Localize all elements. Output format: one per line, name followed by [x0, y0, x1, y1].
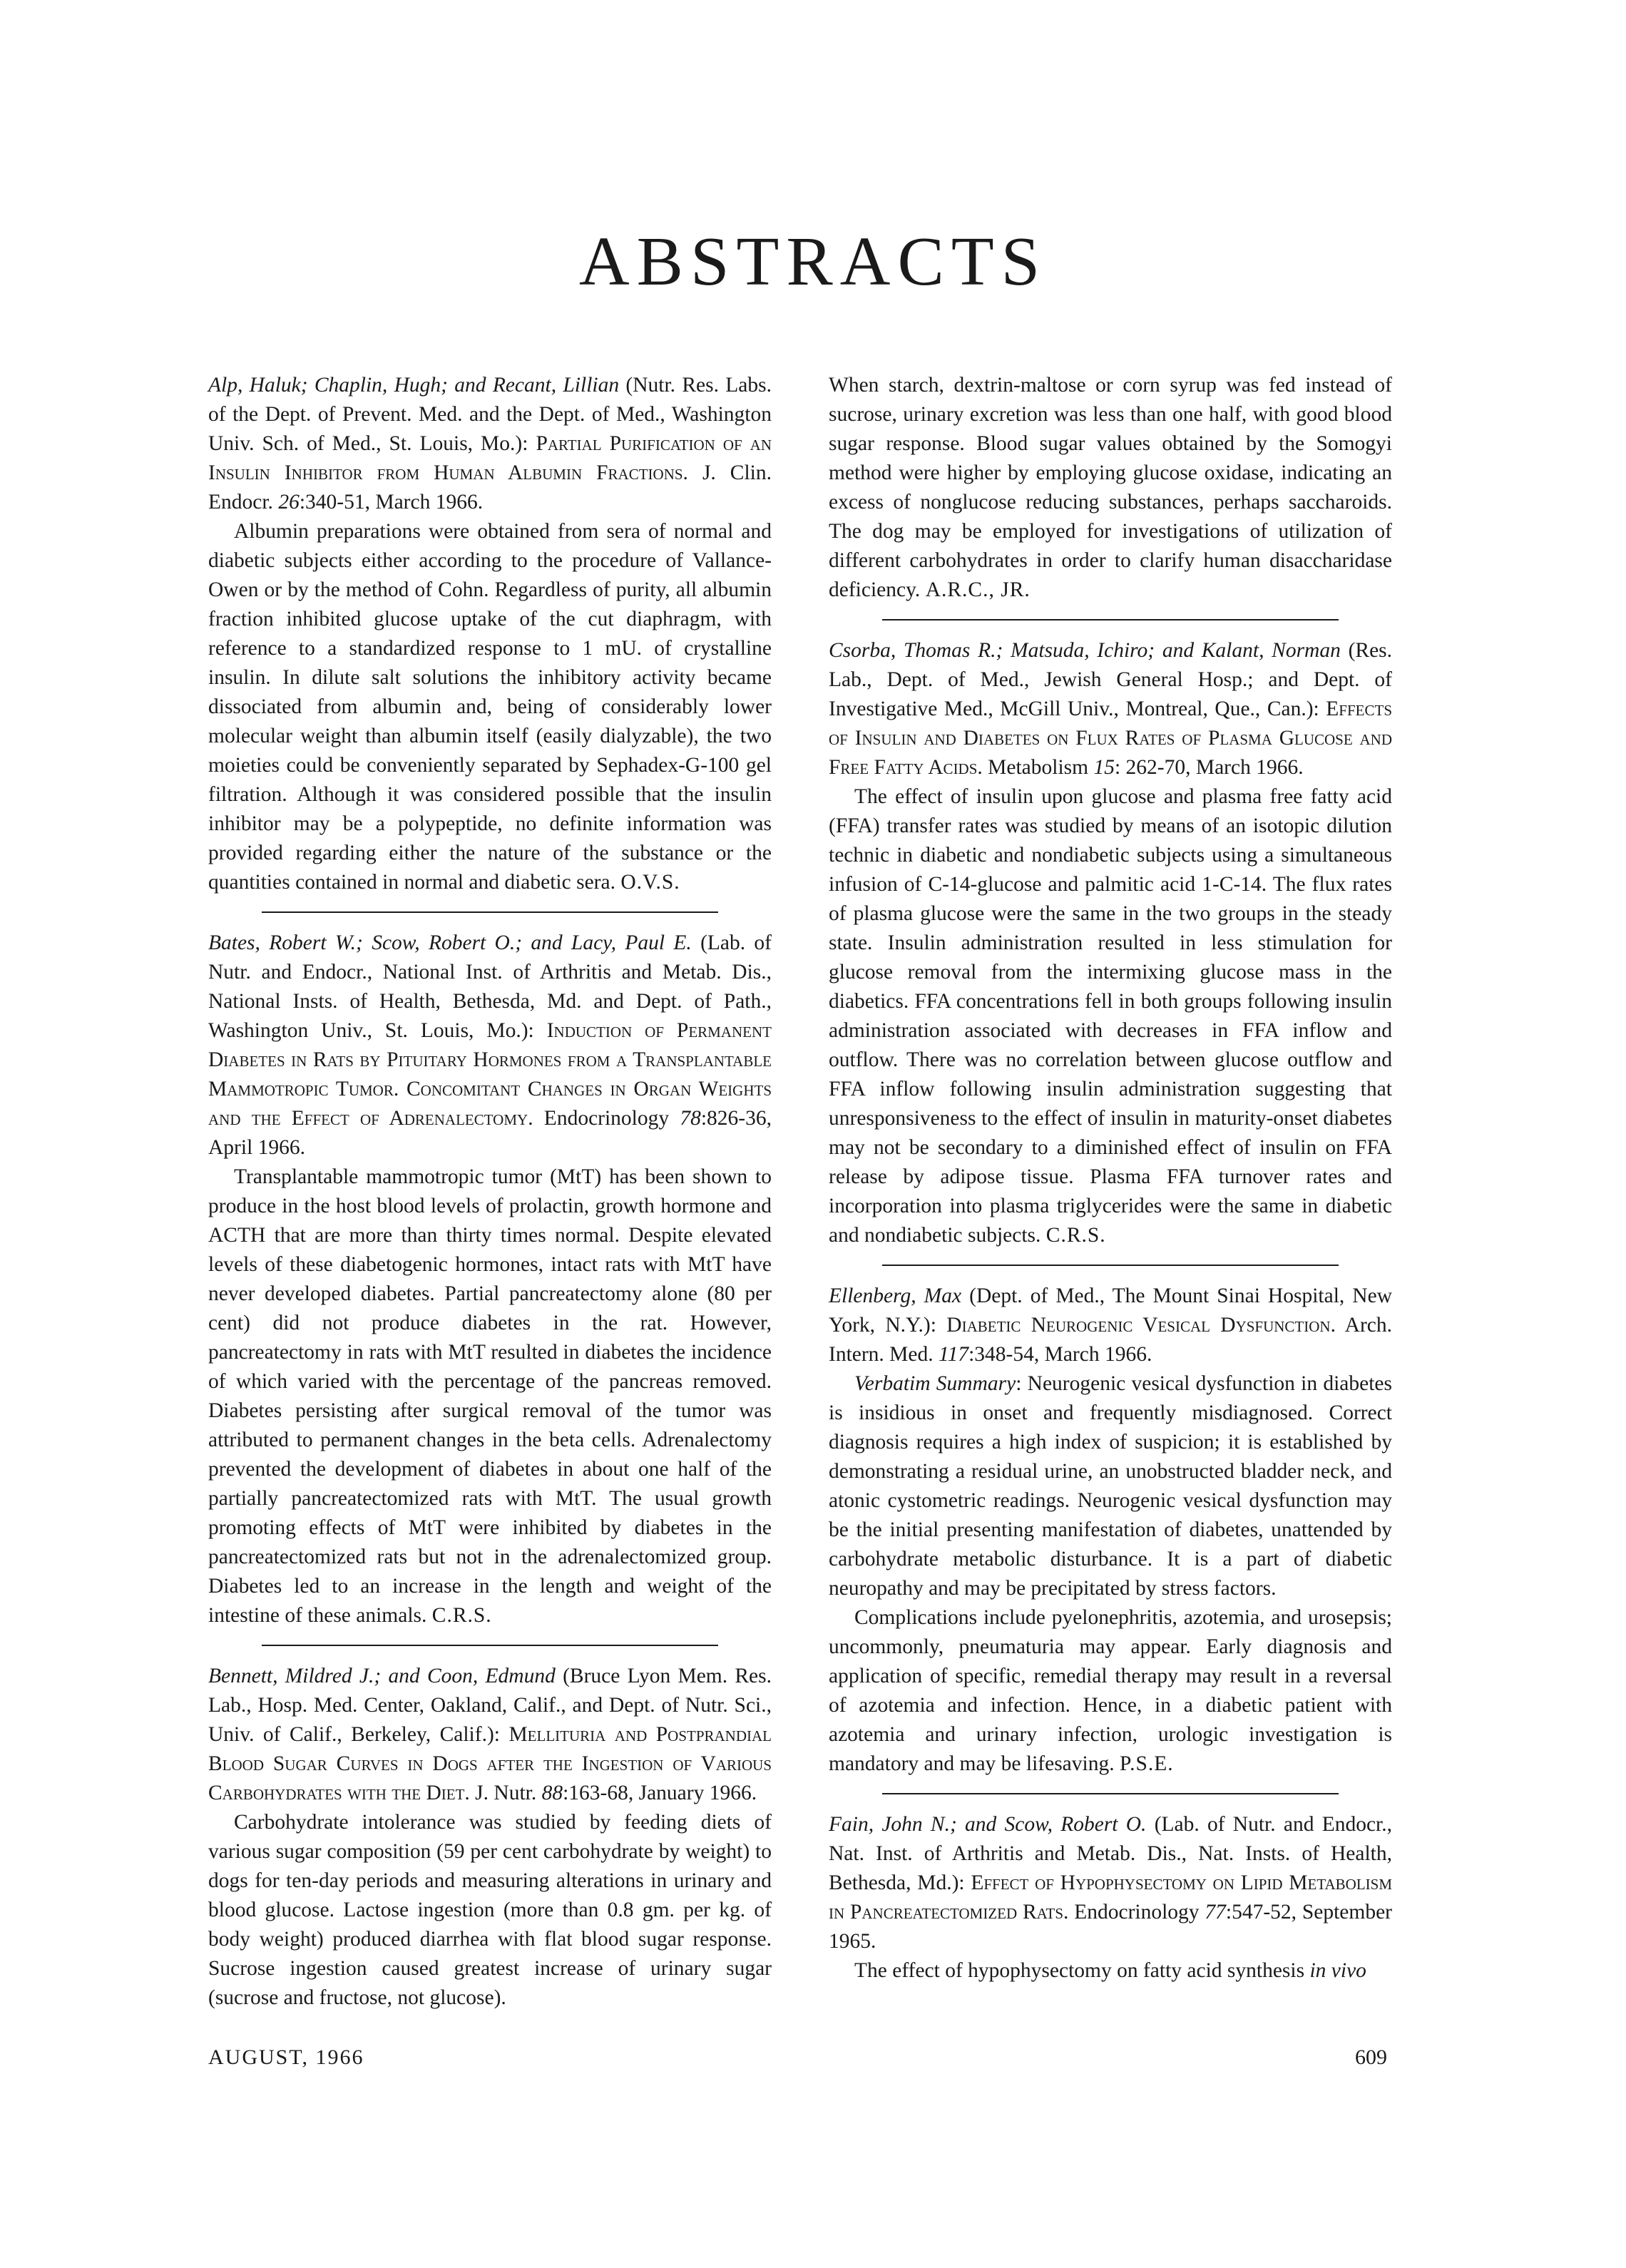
citation-affiliation: (Lab. of Nutr. and Endocr., Nat. Inst. of Arthritis and Metab. Dis., Nat. Insts. of Health, Bethesda, Md.):	[829, 1813, 1393, 1894]
abstract-citation	[829, 1282, 1392, 1369]
abstractor-initials: C.R.S.	[1045, 1224, 1106, 1247]
citation-pages: :826-36, April 1966.	[208, 1107, 772, 1159]
citation-authors: Bennett, Mildred J.; and Coon, Edmund	[208, 1665, 556, 1687]
abstract-text: Transplantable mammotropic tumor (MtT) has been shown to produce in the host blood levels of prolactin, growth hormone and ACTH that are more than thirty times normal. Despite elevated levels of these diabetogenic hormones, intact rats with MtT have never developed diabetes. Partial pancreatectomy alone (80 per cent) did not produce diabetes in the rat. However, pancreatectomy in rats with MtT resulted in diabetes the incidence of which varied with the percentage of the pancreas removed. Diabetes persisting after surgical removal of the tumor was attributed to permanent changes in the beta cells. Adrenalectomy prevented the development of diabetes in about one half of the partially pancreatectomized rats with MtT. The usual growth promoting effects of MtT were inhibited by diabetes in the pancreatectomized rats but not in the adrenalectomized group. Diabetes led to an increase in the length and weight of the intestine of these animals.	[208, 1165, 772, 1627]
right-column	[829, 371, 1392, 1986]
citation-authors: Fain, John N.; and Scow, Robert O.	[829, 1813, 1147, 1836]
abstract-text: The effect of hypophysectomy on fatty acid synthesis	[854, 1959, 1305, 1982]
abstract-body	[208, 1163, 772, 1630]
citation-pages: :547-52, September 1965.	[829, 1901, 1393, 1953]
abstract-body	[208, 517, 772, 897]
citation-title: Partial Purification of an Insulin Inhibitor from Human Albumin Fractions.	[208, 432, 772, 484]
abstractor-initials: A.R.C., JR.	[925, 578, 1031, 601]
abstract-text: Albumin preparations were obtained from sera of normal and diabetic subjects either according to the procedure of Vallance-Owen or by the method of Cohn. Regardless of purity, all albumin fraction inhibited glucose uptake of the cut diaphragm, with reference to a standardized response to 1 mU. of crystalline insulin. In dilute salt solutions the inhibitory activity became dissociated from albumin and, being of considerably lower molecular weight than albumin itself (easily dialyzable), the two moieties could be conveniently separated by Sephadex-G-100 gel filtration. Although it was considered possible that the insulin inhibitor may be a polypeptide, no definite information was provided regarding either the nature of the substance or the quantities contained in normal and diabetic sera.	[208, 520, 772, 894]
abstract-text: When starch, dextrin-maltose or corn syrup was fed instead of sucrose, urinary excretion was less than one half, with good blood sugar response. Blood sugar values obtained by the Somogyi method were higher by employing glucose oxidase, indicating an excess of nonglucose reducing substances, perhaps saccharoids. The dog may be employed for investigations of utilization of different carbohydrates in order to clarify human disaccharidase deficiency.	[829, 374, 1392, 601]
citation-journal: J. Nutr.	[475, 1782, 537, 1804]
citation-journal: Arch. Intern. Med.	[829, 1314, 1393, 1366]
citation-affiliation: (Dept. of Med., The Mount Sinai Hospital, New York, N.Y.):	[829, 1284, 1393, 1337]
citation-pages: :163-68, January 1966.	[563, 1782, 757, 1804]
abstract-body	[829, 1369, 1392, 1603]
abstract-body-continued	[829, 371, 1392, 605]
citation-volume: 88	[541, 1782, 563, 1804]
citation-authors: Csorba, Thomas R.; Matsuda, Ichiro; and Kalant, Norman	[829, 639, 1341, 662]
citation-authors: Ellenberg, Max	[829, 1284, 962, 1307]
abstract-citation	[208, 929, 772, 1163]
citation-authors: Alp, Haluk; Chaplin, Hugh; and Recant, Lillian	[208, 374, 620, 397]
section-divider	[262, 911, 718, 913]
abstract-citation	[208, 371, 772, 517]
section-divider	[882, 1793, 1339, 1794]
citation-journal: J. Clin. Endocr.	[208, 461, 772, 514]
citation-volume: 78	[680, 1107, 701, 1130]
citation-affiliation: (Res. Lab., Dept. of Med., Jewish General Hosp.; and Dept. of Investigative Med., McGill Univ., Montreal, Que., Can.):	[829, 639, 1393, 720]
citation-journal: Metabolism	[988, 756, 1089, 779]
abstract-body	[829, 1956, 1392, 1986]
verbatim-summary-label: Verbatim Summary	[854, 1372, 1016, 1395]
section-divider	[262, 1645, 718, 1646]
citation-pages: : 262-70, March 1966.	[1114, 756, 1304, 779]
citation-volume: 26	[278, 491, 300, 514]
emphasis-text: in vivo	[1309, 1959, 1366, 1982]
citation-volume: 15	[1093, 756, 1115, 779]
abstract-text: : Neurogenic vesical dysfunction in diabetes is insidious in onset and frequently misdiagnosed. Correct diagnosis requires a high index of suspicion; it is established by demonstrating a residual urine, an unobstructed bladder neck, and atonic cystometric readings. Neurogenic vesical dysfunction may be the initial presenting manifestation of diabetes, unattended by carbohydrate metabolic disturbance. It is a part of diabetic neuropathy and may be precipitated by stress factors.	[829, 1372, 1393, 1600]
citation-title: Effect of Hypophysectomy on Lipid Metabolism in Pancreatectomized Rats.	[829, 1871, 1392, 1924]
page-number: 609	[1355, 2045, 1387, 2069]
abstract-citation	[829, 636, 1392, 782]
citation-journal: Endocrinology	[543, 1107, 670, 1130]
left-column	[208, 371, 772, 2013]
citation-affiliation: (Lab. of Nutr. and Endocr., National Inst. of Arthritis and Metab. Dis., National Insts. of Health, Bethesda, Md. and Dept. of Path., Washington Univ., St. Louis, Mo.):	[208, 931, 772, 1042]
abstract-citation	[208, 1662, 772, 1808]
citation-journal: Endocrinology	[1074, 1901, 1200, 1924]
citation-affiliation: (Bruce Lyon Mem. Res. Lab., Hosp. Med. Center, Oakland, Calif., and Dept. of Nutr. Sci., Univ. of Calif., Berkeley, Calif.):	[208, 1665, 772, 1746]
abstract-text: Complications include pyelonephritis, azotemia, and urosepsis; uncommonly, pneumaturia may appear. Early diagnosis and application of specific, remedial therapy may result in a reversal of azotemia and infection. Hence, in a diabetic patient with azotemia and urinary infection, urologic investigation is mandatory and may be lifesaving.	[829, 1606, 1392, 1775]
citation-volume: 77	[1205, 1901, 1226, 1924]
citation-authors: Bates, Robert W.; Scow, Robert O.; and Lacy, Paul E.	[208, 931, 692, 954]
abstract-body	[829, 1603, 1392, 1779]
abstract-text: Carbohydrate intolerance was studied by feeding diets of various sugar composition (59 per cent carbohydrate by weight) to dogs for ten-day periods and measuring alterations in urinary and blood glucose. Lactose ingestion (more than 0.8 gm. per kg. of body weight) produced diarrhea with flat blood sugar response. Sucrose ingestion caused greatest increase of urinary sugar (sucrose and fructose, not glucose).	[208, 1811, 772, 2009]
citation-title: Diabetic Neurogenic Vesical Dysfunction.	[946, 1314, 1336, 1337]
abstract-citation	[829, 1810, 1392, 1956]
abstractor-initials: C.R.S.	[431, 1604, 492, 1627]
page-title: ABSTRACTS	[578, 223, 1048, 300]
citation-volume: 117	[939, 1343, 969, 1366]
section-divider	[882, 1265, 1339, 1266]
abstractor-initials: P.S.E.	[1119, 1752, 1174, 1775]
abstract-text: The effect of insulin upon glucose and plasma free fatty acid (FFA) transfer rates was studied by means of an isotopic dilution technic in diabetic and nondiabetic subjects using a simultaneous infusion of C-14-glucose and palmitic acid 1-C-14. The flux rates of plasma glucose were the same in the two groups in the steady state. Insulin administration resulted in less stimulation for glucose removal from the intermixing glucose mass in the diabetics. FFA concentrations fell in both groups following insulin administration associated with decreases in FFA inflow and outflow. There was no correlation between glucose outflow and FFA inflow following insulin administration suggesting that unresponsiveness to the effect of insulin in maturity-onset diabetes may not be secondary to a diminished effect of insulin on FFA release by adipose tissue. Plasma FFA turnover rates and incorporation into plasma triglycerides were the same in diabetic and nondiabetic subjects.	[829, 785, 1392, 1247]
abstract-body	[208, 1808, 772, 2013]
citation-pages: :340-51, March 1966.	[299, 491, 484, 514]
footer-date: AUGUST, 1966	[208, 2045, 364, 2069]
citation-title: Induction of Permanent Diabetes in Rats by Pituitary Hormones from a Transplantable Mammotropic Tumor. Concomitant Changes in Organ Weights and the Effect of Adrenalectomy.	[208, 1019, 772, 1130]
citation-pages: :348-54, March 1966.	[968, 1343, 1152, 1366]
section-divider	[882, 619, 1339, 620]
citation-title: Effects of Insulin and Diabetes on Flux Rates of Plasma Glucose and Free Fatty Acids.	[829, 698, 1393, 779]
citation-title: Mellituria and Postprandial Blood Sugar Curves in Dogs after the Ingestion of Various Carbohydrates with the Diet.	[208, 1723, 772, 1804]
citation-affiliation: (Nutr. Res. Labs. of the Dept. of Prevent. Med. and the Dept. of Med., Washington Univ. Sch. of Med., St. Louis, Mo.):	[208, 374, 772, 455]
abstractor-initials: O.V.S.	[620, 871, 680, 894]
abstract-body	[829, 782, 1392, 1250]
